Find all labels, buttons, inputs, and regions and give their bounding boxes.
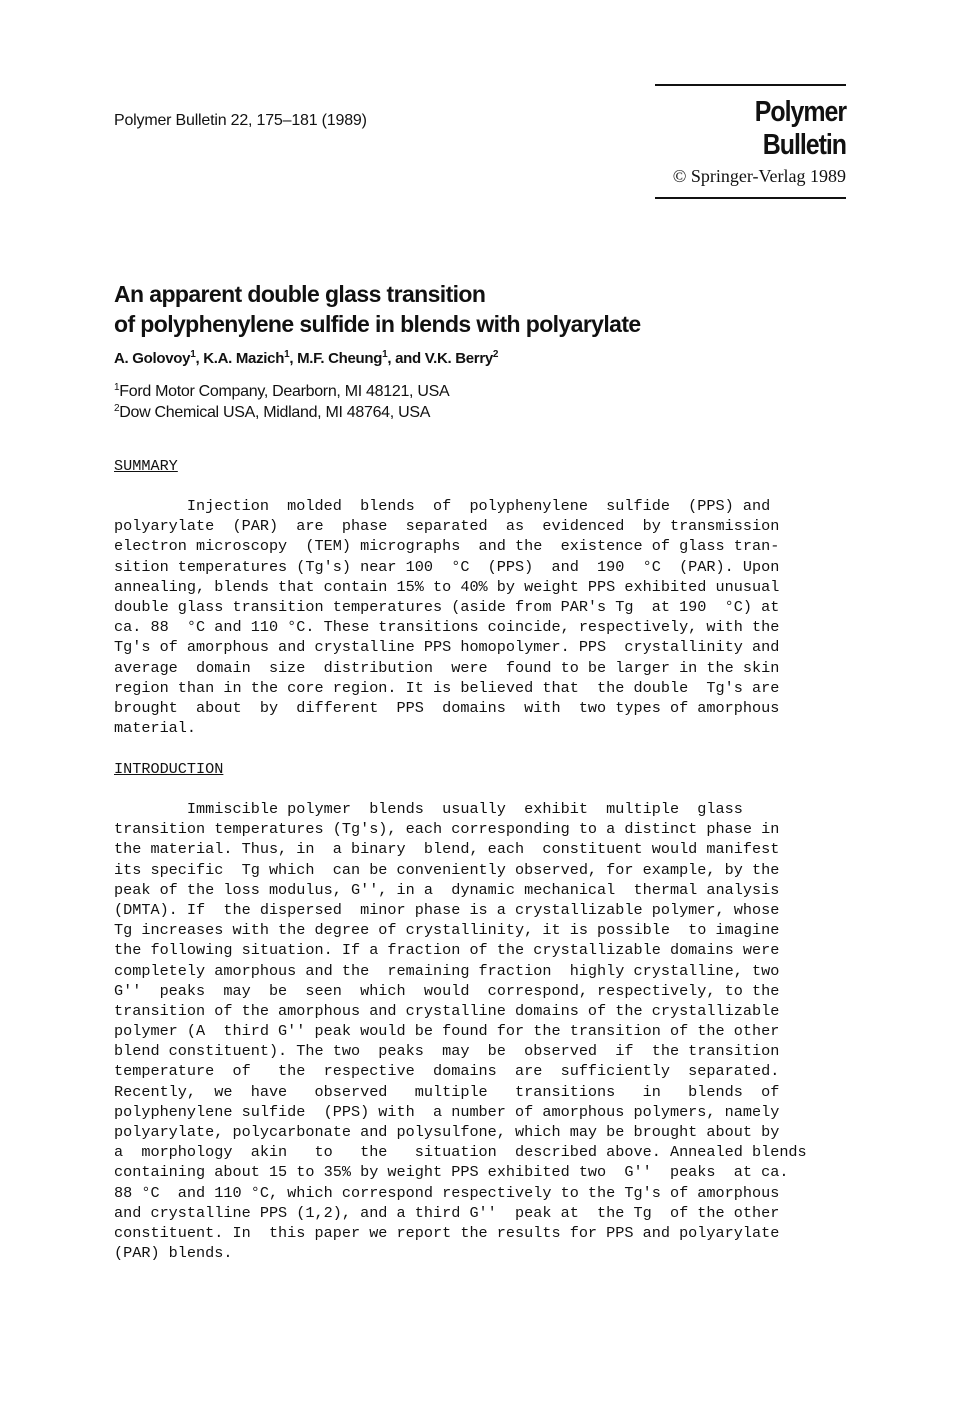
text-line: polymer (A third G'' peak would be found for the transition of the other — [114, 1022, 780, 1041]
journal-citation: Polymer Bulletin 22, 175–181 (1989) — [114, 112, 367, 129]
text-line: completely amorphous and the remaining fraction highly crystalline, two — [114, 961, 780, 980]
text-line: Tg's of amorphous and crystalline PPS homopolymer. PPS crystallinity and — [114, 638, 780, 657]
title-line-1: An apparent double glass transition — [114, 281, 486, 307]
text-line: constituent. In this paper we report the results for PPS and polyarylate — [114, 1223, 780, 1242]
text-line: average domain size distribution were found to be larger in the skin — [114, 658, 780, 677]
author-2: , K.A. Mazich — [195, 350, 285, 367]
text-line: its specific Tg which can be conveniently observed, for example, by the — [114, 860, 780, 879]
text-line: double glass transition temperatures (aside from PAR's Tg at 190 °C) at — [114, 597, 780, 616]
text-line: blend constituent). The two peaks may be observed if the transition — [114, 1042, 780, 1061]
affiliation-2 — [114, 404, 430, 422]
text-line: the material. Thus, in a binary blend, each constituent would manifest — [114, 840, 780, 859]
journal-name: Polymer Bulletin — [754, 96, 846, 161]
text-line: G'' peaks may be seen which would correspond, respectively, to the — [114, 981, 780, 1000]
author-3-affiliation-mark: 1 — [382, 349, 388, 360]
text-line: (PAR) blends. — [114, 1244, 233, 1263]
affiliation-1-text: Ford Motor Company, Dearborn, MI 48121, USA — [119, 383, 450, 400]
text-line: region than in the core region. It is believed that the double Tg's are — [114, 678, 780, 697]
text-line: transition of the amorphous and crystalline domains of the crystallizable — [114, 1001, 780, 1020]
journal-masthead — [655, 84, 846, 199]
affiliation-1 — [114, 383, 449, 401]
text-line: sition temperatures (Tg's) near 100 °C (PPS) and 190 °C (PAR). Upon — [114, 557, 780, 576]
text-line: the following situation. If a fraction of the crystallizable domains were — [114, 941, 780, 960]
text-line: peak of the loss modulus, G'', in a dynamic mechanical thermal analysis — [114, 880, 780, 899]
affiliation-2-text: Dow Chemical USA, Midland, MI 48764, USA — [119, 404, 431, 421]
text-line: Recently, we have observed multiple transitions in blends of — [114, 1082, 780, 1101]
author-3: , M.F. Cheung — [289, 350, 383, 367]
introduction-paragraph — [114, 799, 844, 1263]
text-line: polyarylate (PAR) are phase separated as evidenced by transmission — [114, 517, 780, 536]
text-line: 88 °C and 110 °C, which correspond respectively to the Tg's of amorphous — [114, 1183, 780, 1202]
text-line: transition temperatures (Tg's), each corresponding to a distinct phase in — [114, 820, 780, 839]
text-line: brought about by different PPS domains with two types of amorphous — [114, 698, 780, 717]
text-line: material. — [114, 719, 197, 738]
text-line: ca. 88 °C and 110 °C. These transitions coincide, respectively, with the — [114, 618, 780, 637]
affiliation-2-mark: 2 — [114, 403, 120, 414]
summary-heading: SUMMARY — [114, 457, 178, 475]
copyright-line: © Springer-Verlag 1989 — [672, 166, 846, 186]
text-line: (DMTA). If the dispersed minor phase is a crystallizable polymer, whose — [114, 900, 780, 919]
author-4-affiliation-mark: 2 — [492, 349, 499, 360]
text-line: polyarylate, polycarbonate and polysulfone, which may be brought about by — [114, 1123, 780, 1141]
text-line: polyphenylene sulfide (PPS) with a number of amorphous polymers, namely — [114, 1102, 780, 1121]
text-line: containing about 15 to 35% by weight PPS exhibited two G'' peaks at ca. — [114, 1163, 789, 1182]
affiliation-1-mark: 1 — [114, 382, 120, 393]
author-2-affiliation-mark: 1 — [284, 349, 290, 360]
title-line-2: of polyphenylene sulfide in blends with polyarylate — [114, 311, 641, 337]
masthead-rule-bottom — [655, 197, 846, 199]
text-line: temperature of the respective domains are sufficiently separated. — [114, 1062, 780, 1081]
masthead-rule-top — [655, 84, 846, 86]
text-line: Immiscible polymer blends usually exhibit multiple glass — [114, 800, 743, 818]
author-1-affiliation-mark: 1 — [190, 349, 196, 360]
author-4: , and V.K. Berry — [387, 350, 493, 367]
text-line: a morphology akin to the situation described above. Annealed blends — [114, 1143, 807, 1162]
author-list — [114, 350, 498, 367]
summary-paragraph — [114, 496, 844, 738]
author-1: A. Golovoy — [114, 350, 191, 367]
text-line: electron microscopy (TEM) micrographs and the existence of glass tran- — [114, 537, 780, 556]
article-title — [114, 279, 874, 339]
introduction-heading: INTRODUCTION — [114, 760, 224, 778]
text-line: and crystalline PPS (1,2), and a third G'' peak at the Tg of the other — [114, 1203, 780, 1222]
text-line: annealing, blends that contain 15% to 40% by weight PPS exhibited unusual — [114, 577, 780, 596]
text-line: Tg increases with the degree of crystallinity, it is possible to imagine — [114, 921, 780, 940]
text-line: Injection molded blends of polyphenylene sulfide (PPS) and — [114, 497, 771, 515]
